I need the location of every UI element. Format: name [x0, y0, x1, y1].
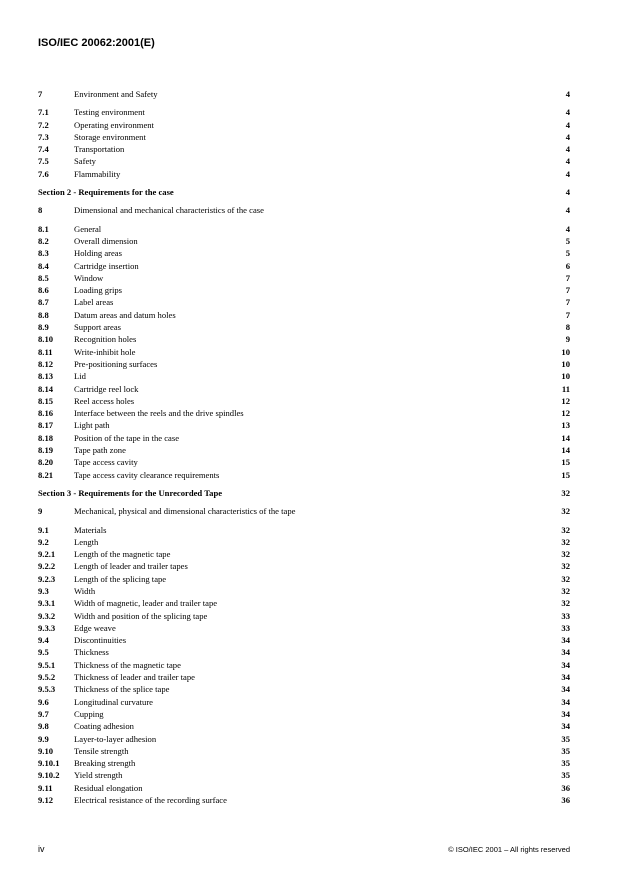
- toc-entry-title: Datum areas and datum holes: [74, 309, 176, 320]
- toc-entry-page: 35: [561, 733, 570, 744]
- toc-entry-page: 36: [561, 795, 570, 806]
- toc-entry[interactable]: [38, 469, 570, 481]
- toc-entry-number: 8.2: [38, 235, 49, 246]
- toc-entry-page: 12: [561, 408, 570, 419]
- toc-entry[interactable]: [38, 432, 570, 444]
- toc-entry[interactable]: [38, 505, 570, 517]
- toc-entry-title: Width: [74, 585, 96, 596]
- toc-entry[interactable]: [38, 573, 570, 585]
- toc-entry-page: 7: [565, 285, 570, 296]
- toc-entry-title: Electrical resistance of the recording surface: [74, 795, 227, 806]
- toc-entry-page: 32: [561, 536, 570, 547]
- toc-entry-number: 9.3.2: [38, 610, 56, 621]
- toc-entry-title: Tensile strength: [74, 745, 129, 756]
- toc-entry-title: Width of magnetic, leader and trailer tape: [74, 598, 218, 609]
- toc-entry[interactable]: [38, 419, 570, 431]
- toc-entry-page: 4: [565, 187, 570, 198]
- toc-entry-title: Label areas: [74, 297, 114, 308]
- toc-entry-number: 9.10.1: [38, 758, 60, 769]
- toc-entry-page: 35: [561, 758, 570, 769]
- toc-entry-page: 7: [565, 272, 570, 283]
- toc-entry-number: 9.4: [38, 635, 49, 646]
- copyright-notice: © ISO/IEC 2001 – All rights reserved: [448, 845, 570, 854]
- toc-entry[interactable]: [38, 610, 570, 622]
- toc-entry-page: 36: [561, 782, 570, 793]
- toc-entry-page: 32: [561, 549, 570, 560]
- toc-entry[interactable]: [38, 247, 570, 259]
- toc-entry-title: Width and position of the splicing tape: [74, 610, 208, 621]
- toc-entry-number: 8.5: [38, 272, 49, 283]
- toc-entry[interactable]: [38, 585, 570, 597]
- toc-entry-number: 8.17: [38, 420, 54, 431]
- toc-entry-title: Cupping: [74, 708, 104, 719]
- toc-entry[interactable]: [38, 733, 570, 745]
- toc-entry-title: Layer-to-layer adhesion: [74, 733, 157, 744]
- toc-entry-title: Pre-positioning surfaces: [74, 358, 158, 369]
- toc-entry-title: Cartridge reel lock: [74, 383, 139, 394]
- toc-entry-page: 32: [561, 487, 570, 498]
- toc-entry-number: 9.5.1: [38, 659, 56, 670]
- toc-entry-number: 9.5.3: [38, 684, 56, 695]
- toc-entry-page: 12: [561, 395, 570, 406]
- toc-entry-title: Section 3 - Requirements for the Unrecorded Tape: [38, 487, 223, 498]
- toc-entry-number: 9.2.2: [38, 561, 56, 572]
- toc-entry-page: 4: [565, 156, 570, 167]
- toc-entry-title: Storage environment: [74, 131, 146, 142]
- toc-entry-title: Tape access cavity: [74, 457, 138, 468]
- toc-entry[interactable]: [38, 456, 570, 468]
- toc-entry[interactable]: [38, 536, 570, 548]
- toc-entry-page: 32: [561, 585, 570, 596]
- toc-entry[interactable]: [38, 284, 570, 296]
- toc-entry-page: 33: [561, 622, 570, 633]
- toc-entry[interactable]: [38, 794, 570, 806]
- toc-entry[interactable]: [38, 131, 570, 143]
- toc-entry-number: 8.18: [38, 432, 54, 443]
- toc-entry-page: 33: [561, 610, 570, 621]
- toc-entry-page: 35: [561, 770, 570, 781]
- toc-entry[interactable]: [38, 346, 570, 358]
- toc-entry[interactable]: [38, 646, 570, 658]
- toc-entry-number: 9.5.2: [38, 672, 56, 683]
- toc-entry-title: Length of the splicing tape: [74, 573, 167, 584]
- toc-entry[interactable]: [38, 407, 570, 419]
- toc-entry-number: 7.3: [38, 131, 49, 142]
- toc-entry-title: Section 2 - Requirements for the case: [38, 187, 174, 198]
- toc-entry-number: 8.7: [38, 297, 49, 308]
- toc-entry[interactable]: [38, 671, 570, 683]
- toc-entry-page: 34: [561, 647, 570, 658]
- toc-entry[interactable]: [38, 204, 570, 216]
- toc-entry-title: Thickness: [74, 647, 109, 658]
- toc-entry-title: Yield strength: [74, 770, 123, 781]
- page-number: iv: [38, 844, 45, 854]
- toc-entry[interactable]: [38, 782, 570, 794]
- toc-entry[interactable]: [38, 745, 570, 757]
- toc-entry-title: Flammability: [74, 168, 121, 179]
- toc-entry-number: 9.10: [38, 745, 54, 756]
- toc-entry-number: 8.10: [38, 334, 54, 345]
- toc-entry-number: 9: [38, 506, 43, 517]
- toc-entry-number: 9.3.1: [38, 598, 56, 609]
- toc-entry-page: 34: [561, 684, 570, 695]
- toc-entry-number: 8.1: [38, 223, 49, 234]
- toc-entry[interactable]: [38, 696, 570, 708]
- toc-entry-title: Testing environment: [74, 107, 145, 118]
- toc-entry-page: 34: [561, 721, 570, 732]
- toc-entry-title: Length of the magnetic tape: [74, 549, 171, 560]
- toc-entry-number: 7.2: [38, 119, 49, 130]
- toc-entry-number: 9.3.3: [38, 622, 56, 633]
- toc-entry[interactable]: [38, 708, 570, 720]
- toc-entry[interactable]: [38, 272, 570, 284]
- toc-entry-page: 7: [565, 297, 570, 308]
- toc-entry-page: 32: [561, 524, 570, 535]
- toc-entry-title: Breaking strength: [74, 758, 136, 769]
- toc-entry-number: 8.4: [38, 260, 49, 271]
- toc-entry-title: Tape path zone: [74, 445, 126, 456]
- toc-entry-number: 9.8: [38, 721, 49, 732]
- toc-entry-page: 34: [561, 672, 570, 683]
- toc-entry-title: Cartridge insertion: [74, 260, 139, 271]
- toc-entry-title: Recognition holes: [74, 334, 137, 345]
- toc-entry-number: 8.9: [38, 322, 49, 333]
- toc-entry[interactable]: [38, 296, 570, 308]
- toc-entry-number: 8.15: [38, 395, 54, 406]
- toc-entry-title: Window: [74, 272, 104, 283]
- toc-entry-title: Environment and Safety: [74, 89, 158, 99]
- toc-entry-page: 11: [561, 383, 570, 394]
- toc-entry-number: 8.3: [38, 248, 49, 259]
- toc-section-heading[interactable]: [38, 487, 570, 499]
- toc-entry-number: 8.12: [38, 358, 54, 369]
- toc-entry[interactable]: [38, 119, 570, 131]
- toc-entry[interactable]: [38, 235, 570, 247]
- toc-entry-page: 10: [561, 371, 570, 382]
- toc-entry-title: Thickness of the splice tape: [74, 684, 170, 695]
- toc-entry-number: 8.6: [38, 285, 49, 296]
- toc-entry-title: Dimensional and mechanical characteristics of the case: [74, 205, 264, 216]
- toc-entry-title: Coating adhesion: [74, 721, 134, 732]
- toc-entry[interactable]: [38, 370, 570, 382]
- toc-entry-page: 14: [561, 432, 570, 443]
- toc-entry-number: 8.8: [38, 309, 49, 320]
- toc-entry-number: 9.2.1: [38, 549, 56, 560]
- toc-entry-page: 8: [565, 322, 570, 333]
- toc-entry[interactable]: [38, 757, 570, 769]
- toc-entry-title: Length: [74, 536, 99, 547]
- toc-entry-number: 9.2: [38, 536, 49, 547]
- toc-entry-title: Loading grips: [74, 285, 122, 296]
- toc-entry-number: 8.11: [38, 346, 53, 357]
- toc-entry-title: Longitudinal curvature: [74, 696, 153, 707]
- toc-entry-title: Discontinuities: [74, 635, 127, 646]
- toc-entry-page: 34: [561, 708, 570, 719]
- toc-entry-page: 15: [561, 469, 570, 480]
- toc-entry-page: 32: [561, 561, 570, 572]
- toc-entry-number: 9.2.3: [38, 573, 56, 584]
- toc-entry-page: 34: [561, 635, 570, 646]
- toc-entry-number: 9.1: [38, 524, 49, 535]
- toc-entry-page: 4: [565, 205, 570, 216]
- toc-entry-number: 8.13: [38, 371, 54, 382]
- toc-entry-number: 7.5: [38, 156, 49, 167]
- toc-entry[interactable]: [38, 524, 570, 536]
- toc-entry-number: 8.21: [38, 469, 54, 480]
- toc-entry-page: 34: [561, 659, 570, 670]
- toc-entry-title: Overall dimension: [74, 235, 138, 246]
- toc-entry[interactable]: [38, 444, 570, 456]
- toc-entry[interactable]: [38, 309, 570, 321]
- toc-entry[interactable]: [38, 395, 570, 407]
- toc-entry-title: Operating environment: [74, 119, 154, 130]
- toc-entry-title: Holding areas: [74, 248, 122, 259]
- toc-entry[interactable]: [38, 634, 570, 646]
- toc-entry-page: 6: [565, 260, 570, 271]
- toc-entry-number: 9.6: [38, 696, 49, 707]
- toc-entry[interactable]: [38, 597, 570, 609]
- toc-entry-number: 7: [38, 89, 43, 99]
- toc-entry-title: Lid: [74, 371, 86, 382]
- toc-entry-title: Safety: [74, 156, 96, 167]
- toc-entry-page: 4: [565, 89, 570, 99]
- toc-entry-number: 9.9: [38, 733, 49, 744]
- toc-entry-page: 4: [565, 107, 570, 118]
- toc-entry-page: 13: [561, 420, 570, 431]
- toc-entry-title: Tape access cavity clearance requirements: [74, 469, 220, 480]
- toc-entry-title: Write-inhibit hole: [74, 346, 136, 357]
- toc-entry-number: 9.7: [38, 708, 49, 719]
- toc-entry-title: Edge weave: [74, 622, 116, 633]
- table-of-contents: [38, 88, 570, 806]
- toc-entry-page: 7: [565, 309, 570, 320]
- toc-entry[interactable]: [38, 659, 570, 671]
- toc-entry[interactable]: [38, 260, 570, 272]
- toc-entry-page: 35: [561, 745, 570, 756]
- toc-entry-page: 4: [565, 144, 570, 155]
- toc-entry-title: Thickness of leader and trailer tape: [74, 672, 195, 683]
- toc-entry-number: 7.6: [38, 168, 49, 179]
- toc-entry-page: 9: [565, 334, 570, 345]
- toc-entry[interactable]: [38, 106, 570, 118]
- toc-entry-title: Mechanical, physical and dimensional characteristics of the tape: [74, 506, 296, 517]
- toc-entry-page: 10: [561, 346, 570, 357]
- toc-entry-title: Interface between the reels and the drive spindles: [74, 408, 244, 419]
- toc-entry-page: 10: [561, 358, 570, 369]
- toc-entry[interactable]: [38, 88, 570, 100]
- toc-entry-page: 14: [561, 445, 570, 456]
- toc-entry[interactable]: [38, 548, 570, 560]
- toc-entry-title: Support areas: [74, 322, 122, 333]
- toc-entry-number: 9.11: [38, 782, 53, 793]
- toc-entry-page: 5: [565, 235, 570, 246]
- toc-entry-page: 4: [565, 223, 570, 234]
- toc-entry-number: 7.4: [38, 144, 49, 155]
- toc-entry-page: 32: [561, 506, 570, 517]
- toc-entry-page: 34: [561, 696, 570, 707]
- toc-entry-number: 9.12: [38, 795, 54, 806]
- toc-entry[interactable]: [38, 321, 570, 333]
- toc-entry-page: 15: [561, 457, 570, 468]
- toc-entry-number: 9.5: [38, 647, 49, 658]
- toc-entry-number: 8.14: [38, 383, 54, 394]
- toc-entry[interactable]: [38, 168, 570, 180]
- toc-section-heading[interactable]: [38, 186, 570, 198]
- toc-entry-number: 7.1: [38, 107, 49, 118]
- toc-entry[interactable]: [38, 143, 570, 155]
- toc-entry-title: Length of leader and trailer tapes: [74, 561, 188, 572]
- toc-entry-title: Thickness of the magnetic tape: [74, 659, 181, 670]
- toc-entry[interactable]: [38, 383, 570, 395]
- toc-entry-number: 8.19: [38, 445, 54, 456]
- toc-entry-title: Position of the tape in the case: [74, 432, 180, 443]
- toc-entry[interactable]: [38, 683, 570, 695]
- toc-entry-page: 4: [565, 119, 570, 130]
- toc-entry-title: Transportation: [74, 144, 125, 155]
- toc-entry-number: 8.16: [38, 408, 54, 419]
- toc-entry[interactable]: [38, 560, 570, 572]
- toc-entry[interactable]: [38, 622, 570, 634]
- toc-entry-number: 8: [38, 205, 43, 216]
- toc-entry[interactable]: [38, 155, 570, 167]
- toc-entry-title: Materials: [74, 524, 107, 535]
- toc-entry-number: 8.20: [38, 457, 54, 468]
- toc-entry[interactable]: [38, 358, 570, 370]
- toc-entry-page: 5: [565, 248, 570, 259]
- toc-entry[interactable]: [38, 769, 570, 781]
- toc-entry-title: Light path: [74, 420, 110, 431]
- toc-entry-number: 9.10.2: [38, 770, 60, 781]
- toc-entry-title: Residual elongation: [74, 782, 143, 793]
- toc-entry-page: 4: [565, 131, 570, 142]
- toc-entry[interactable]: [38, 223, 570, 235]
- document-header: ISO/IEC 20062:2001(E): [38, 37, 155, 49]
- toc-entry-title: General: [74, 223, 102, 234]
- toc-entry[interactable]: [38, 720, 570, 732]
- toc-entry[interactable]: [38, 333, 570, 345]
- toc-entry-page: 32: [561, 598, 570, 609]
- toc-entry-page: 32: [561, 573, 570, 584]
- toc-entry-number: 9.3: [38, 585, 49, 596]
- toc-entry-title: Reel access holes: [74, 395, 135, 406]
- toc-entry-page: 4: [565, 168, 570, 179]
